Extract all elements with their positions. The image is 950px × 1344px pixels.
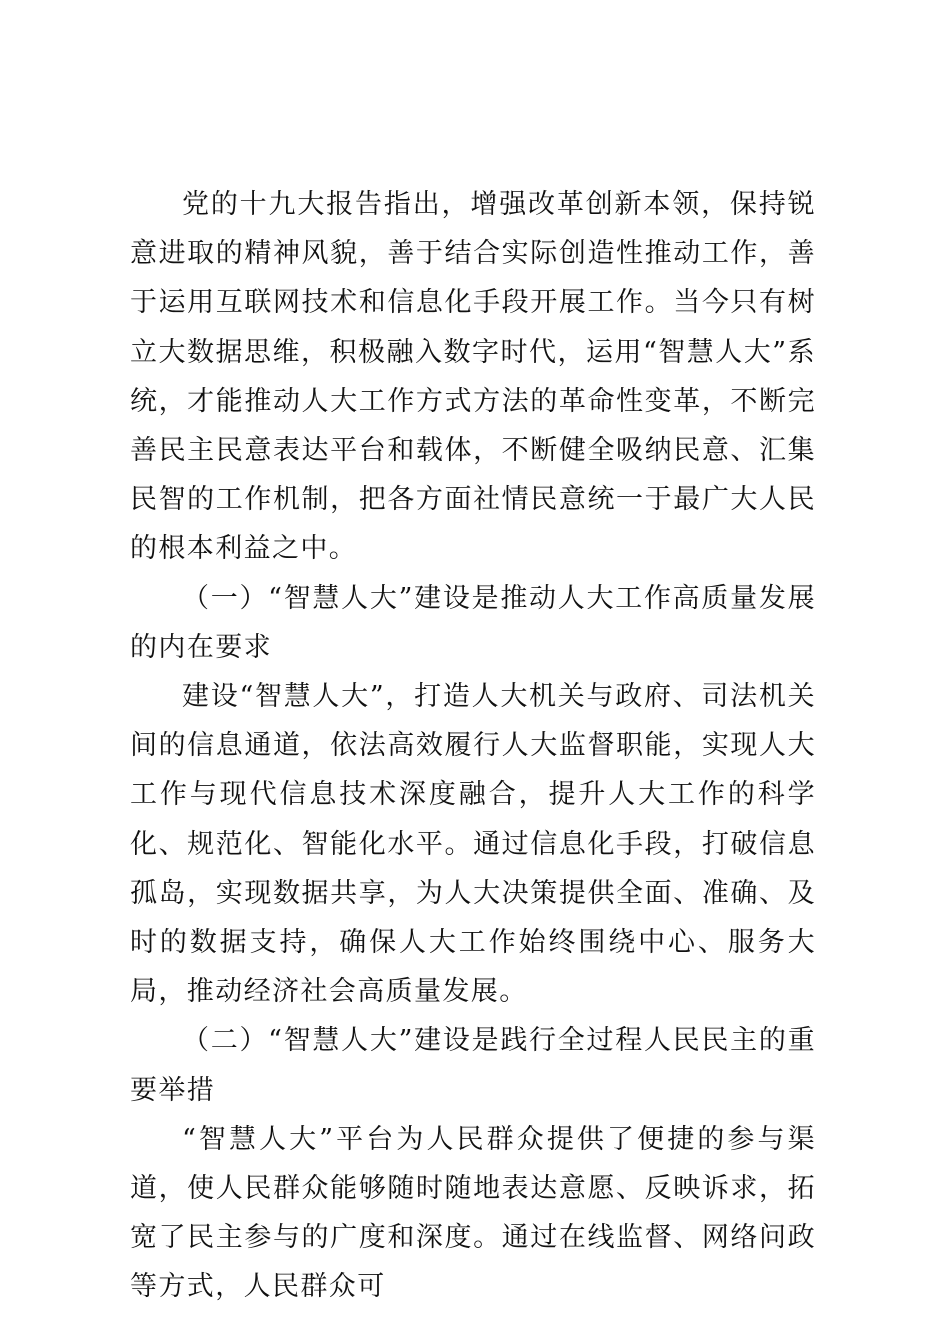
section-heading-1: （一）“智慧人大”建设是推动人大工作高质量发展的内在要求 [130,582,816,663]
paragraph-intro: 党的十九大报告指出，增强改革创新本领，保持锐意进取的精神风貌，善于结合实际创造性推动工作，善于运用互联网技术和信息化手段开展工作。当今只有树立大数据思维，积极融入数字时代，运用“智慧人大”系统，才能推动人大工作方式方法的革命性变革，不断完善民主民意表达平台和载体，不断健全吸纳民意、汇集民智的工作机制，把各方面社情民意统一于最广大人民的根本利益之中。 [130,189,816,565]
paragraph-section-2: “智慧人大”平台为人民群众提供了便捷的参与渠道，使人民群众能够随时随地表达意愿、反映诉求，拓宽了民主参与的广度和深度。通过在线监督、网络问政等方式，人民群众可 [130,1123,816,1303]
section-heading-2: （二）“智慧人大”建设是践行全过程人民民主的重要举措 [130,1025,816,1106]
document-body [130,180,816,1312]
paragraph-section-1: 建设“智慧人大”，打造人大机关与政府、司法机关间的信息通道，依法高效履行人大监督职能，实现人大工作与现代信息技术深度融合，提升人大工作的科学化、规范化、智能化水平。通过信息化手段，打破信息孤岛，实现数据共享，为人大决策提供全面、准确、及时的数据支持，确保人大工作始终围绕中心、服务大局，推动经济社会高质量发展。 [130,681,816,1008]
